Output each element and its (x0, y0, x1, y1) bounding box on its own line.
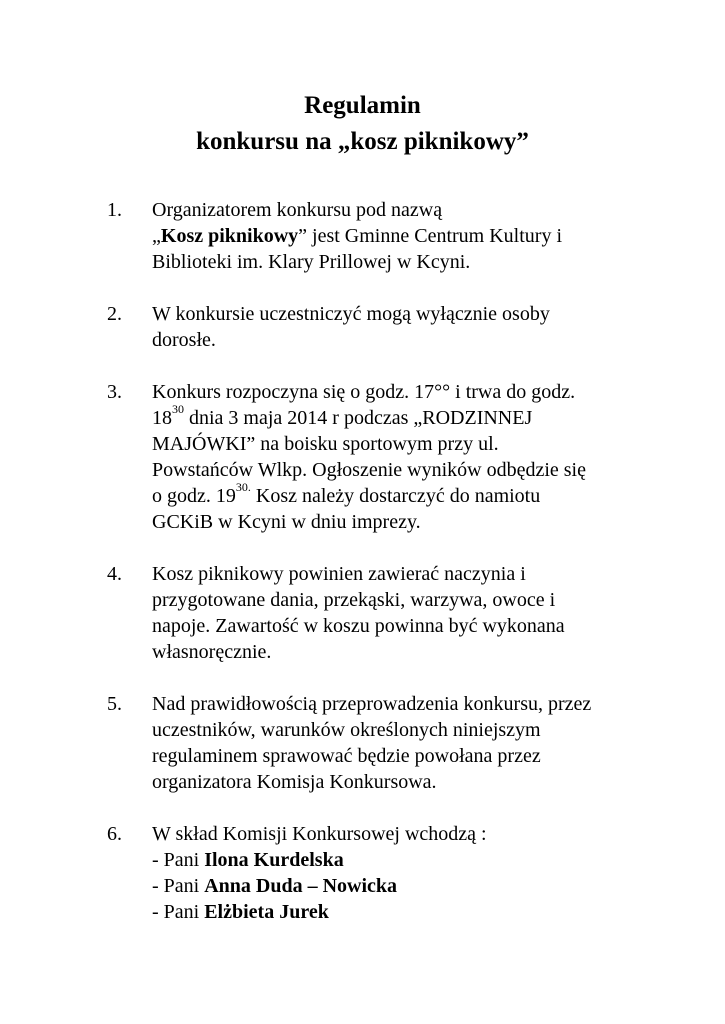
member-prefix: - Pani (152, 901, 205, 923)
rule-line (152, 480, 667, 509)
rule-line: Kosz piknikowy powinien zawierać naczynia i (152, 563, 526, 585)
rule-line: napoje. Zawartość w koszu powinna być wykonana (152, 615, 565, 637)
rule-number: 6. (107, 823, 122, 845)
rule-item-3 (107, 379, 667, 535)
contest-name: Kosz piknikowy (160, 225, 299, 247)
rule-item-6 (107, 821, 667, 925)
rules-list (107, 197, 667, 925)
quote-open: „ (152, 225, 161, 247)
rule-line: regulaminem sprawować będzie powołana przez (152, 745, 541, 767)
rule-line: Nad prawidłowością przeprowadzenia konkursu, przez (152, 693, 592, 715)
rule-line: Powstańców Wlkp. Ogłoszenie wyników odbędzie się (152, 459, 586, 481)
rule-item-1 (107, 197, 667, 275)
rule-number: 4. (107, 563, 122, 585)
rule-line: organizatora Komisja Konkursowa. (152, 771, 437, 793)
member-prefix: - Pani (152, 875, 205, 897)
end-minutes: 30 (172, 402, 184, 417)
rule-text: Kosz należy dostarczyć do namiotu (250, 485, 541, 507)
rule-line: W skład Komisji Konkursowej wchodzą : (152, 823, 487, 845)
rule-number: 1. (107, 199, 122, 221)
title-line-2: konkursu na „kosz piknikowy” (196, 128, 529, 155)
results-minutes: 30. (235, 480, 251, 495)
rule-text: dnia 3 maja 2014 r podczas „RODZINNEJ (184, 407, 533, 429)
member-name: Elżbieta Jurek (204, 901, 329, 923)
rule-line: GCKiB w Kcyni w dniu imprezy. (152, 511, 421, 533)
committee-member (152, 873, 667, 899)
committee-member (152, 847, 667, 873)
rule-line: przygotowane dania, przekąski, warzywa, owoce i (152, 589, 556, 611)
committee-member (152, 899, 667, 925)
rule-line: własnoręcznie. (152, 641, 272, 663)
results-hour: o godz. 19 (152, 485, 236, 507)
rule-line (152, 402, 667, 431)
rule-line: Organizatorem konkursu pod nazwą (152, 199, 443, 221)
rule-line: Konkurs rozpoczyna się o godz. 17°° i trwa do godz. (152, 381, 576, 403)
member-prefix: - Pani (152, 849, 205, 871)
rule-line: uczestników, warunków określonych niniejszym (152, 719, 541, 741)
end-hour: 18 (152, 407, 172, 429)
member-name: Anna Duda – Nowicka (204, 875, 398, 897)
rule-line: dorosłe. (152, 329, 216, 351)
rule-number: 3. (107, 381, 122, 403)
rule-item-4 (107, 561, 667, 665)
title-line-1: Regulamin (304, 92, 421, 119)
rule-text: ” jest Gminne Centrum Kultury i (298, 225, 563, 247)
rule-item-2 (107, 301, 667, 353)
rule-number: 5. (107, 693, 122, 715)
member-name: Ilona Kurdelska (204, 849, 344, 871)
rule-item-5 (107, 691, 667, 795)
rule-number: 2. (107, 303, 122, 325)
rule-line: W konkursie uczestniczyć mogą wyłącznie osoby (152, 303, 550, 325)
rule-line: Biblioteki im. Klary Prillowej w Kcyni. (152, 251, 471, 273)
document-title (0, 88, 725, 160)
rule-line (152, 223, 667, 249)
rule-line: MAJÓWKI” na boisku sportowym przy ul. (152, 433, 499, 455)
